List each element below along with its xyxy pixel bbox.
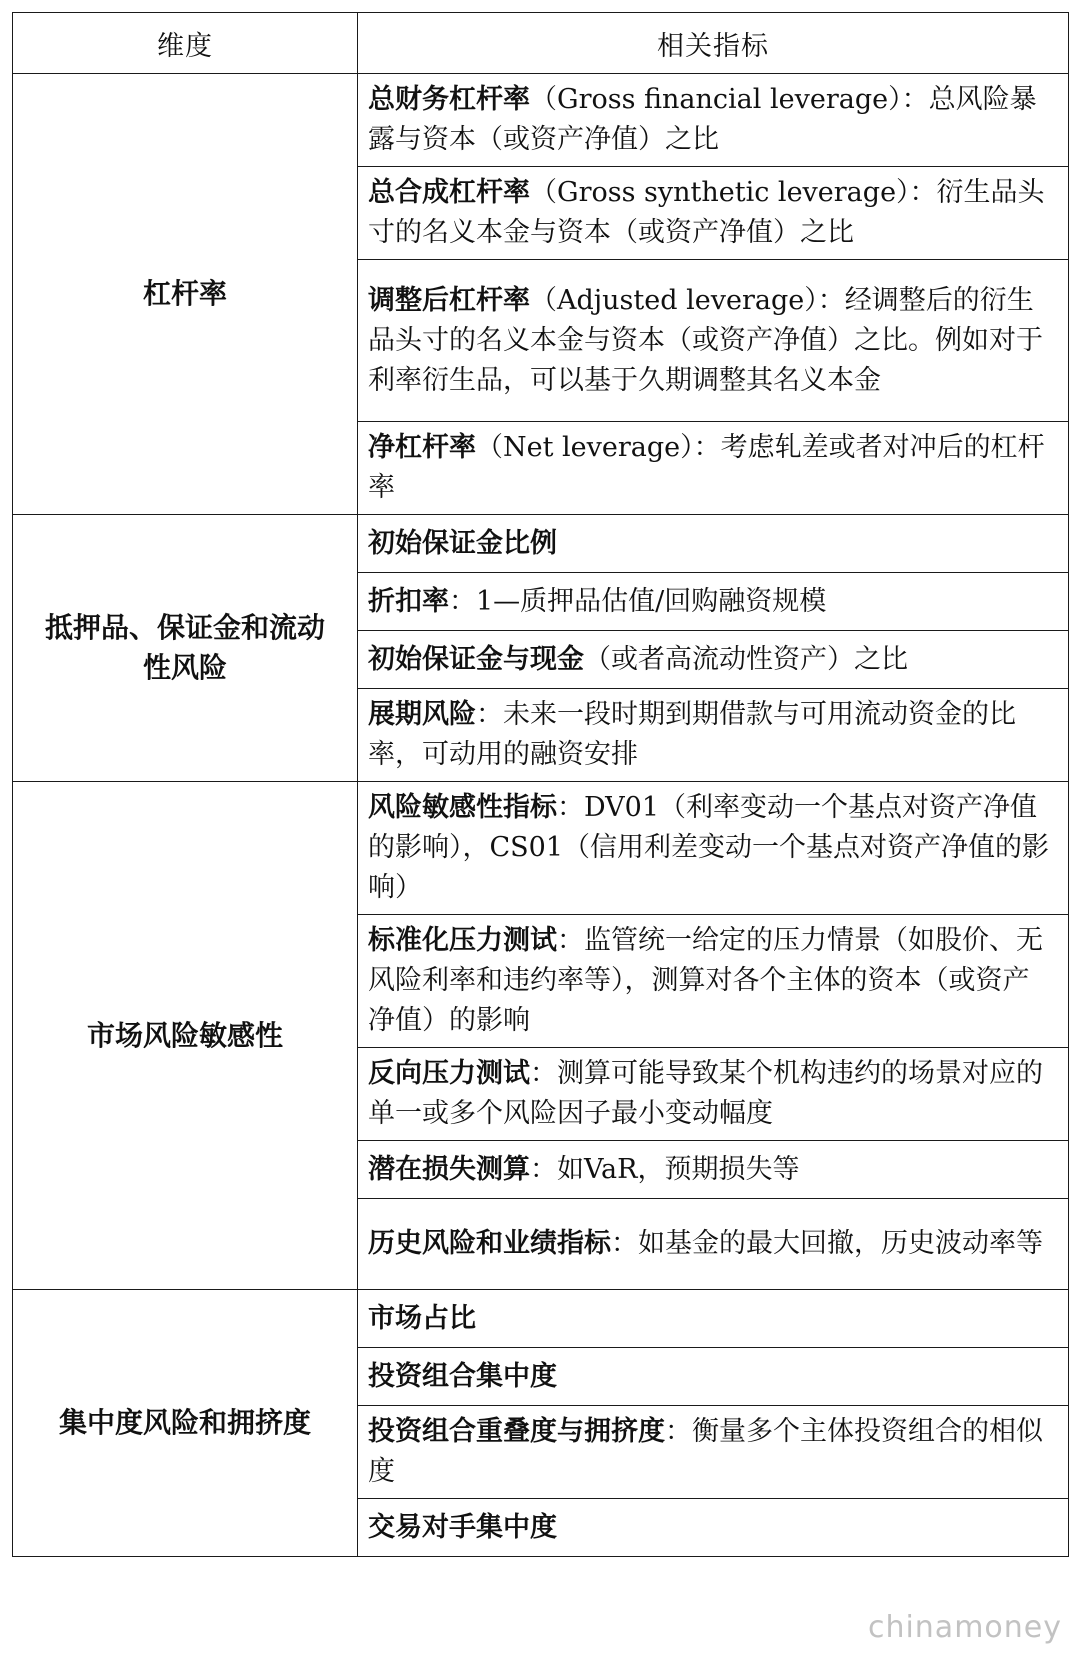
indicator-description: （Gross financial leverage）：总风险暴露与资本（或资产净值）之比 <box>368 84 1037 155</box>
indicator-description: ：如VaR，预期损失等 <box>530 1153 800 1185</box>
indicator-term: 市场占比 <box>368 1302 476 1334</box>
header-dimension: 维度 <box>13 13 358 74</box>
indicator-term: 展期风险 <box>368 699 476 730</box>
indicator-term: 标准化压力测试 <box>368 925 557 956</box>
indicator-term: 净杠杆率 <box>368 432 476 463</box>
indicator-cell <box>358 1499 1069 1557</box>
dimension-cell: 抵押品、保证金和流动性风险 <box>13 515 358 782</box>
indicator-description: （Net leverage）：考虑轧差或者对冲后的杠杆率 <box>368 432 1045 503</box>
indicator-term: 反向压力测试 <box>368 1058 530 1089</box>
table-header-row <box>13 13 1069 74</box>
table-row <box>13 782 1069 915</box>
indicator-term: 初始保证金与现金 <box>368 643 584 675</box>
indicator-cell <box>358 1348 1069 1406</box>
indicator-term: 总财务杠杆率 <box>368 84 530 115</box>
indicator-table <box>12 12 1069 1557</box>
indicator-cell <box>358 1048 1069 1141</box>
indicator-cell <box>358 689 1069 782</box>
indicator-description: （或者高流动性资产）之比 <box>584 643 908 675</box>
indicator-description: ：测算可能导致某个机构违约的场景对应的单一或多个风险因子最小变动幅度 <box>368 1058 1043 1129</box>
indicator-cell <box>358 167 1069 260</box>
dimension-cell: 杠杆率 <box>13 74 358 515</box>
dimension-cell: 集中度风险和拥挤度 <box>13 1290 358 1557</box>
header-indicators: 相关指标 <box>358 13 1069 74</box>
indicator-term: 初始保证金比例 <box>368 527 557 559</box>
indicator-cell <box>358 915 1069 1048</box>
indicator-cell <box>358 74 1069 167</box>
watermark: chinamoney <box>867 1610 1062 1645</box>
indicator-description: ：监管统一给定的压力情景（如股价、无风险利率和违约率等），测算对各个主体的资本（或资产净值）的影响 <box>368 925 1043 1036</box>
indicator-cell <box>358 1290 1069 1348</box>
indicator-term: 投资组合重叠度与拥挤度 <box>368 1416 665 1447</box>
indicator-term: 投资组合集中度 <box>368 1360 557 1392</box>
indicator-cell <box>358 1141 1069 1199</box>
indicator-description: （Gross synthetic leverage）：衍生品头寸的名义本金与资本（或资产净值）之比 <box>368 177 1045 248</box>
indicator-description: ：如基金的最大回撤，历史波动率等 <box>611 1228 1043 1259</box>
indicator-description: ：DV01（利率变动一个基点对资产净值的影响），CS01（信用利差变动一个基点对资产净值的影响） <box>368 792 1050 903</box>
indicator-term: 交易对手集中度 <box>368 1511 557 1543</box>
table-row <box>13 1290 1069 1348</box>
indicator-description: ：未来一段时期到期借款与可用流动资金的比率，可动用的融资安排 <box>368 699 1016 770</box>
indicator-term: 折扣率 <box>368 585 449 617</box>
indicator-cell <box>358 782 1069 915</box>
indicator-description: ：1—质押品估值/回购融资规模 <box>449 585 827 617</box>
indicator-term: 潜在损失测算 <box>368 1153 530 1185</box>
indicator-term: 总合成杠杆率 <box>368 177 530 208</box>
dimension-cell: 市场风险敏感性 <box>13 782 358 1290</box>
indicator-cell <box>358 515 1069 573</box>
indicator-description: （Adjusted leverage）：经调整后的衍生品头寸的名义本金与资本（或资产净值）之比。例如对于利率衍生品，可以基于久期调整其名义本金 <box>368 284 1043 396</box>
indicator-term: 历史风险和业绩指标 <box>368 1228 611 1259</box>
table-row <box>13 74 1069 167</box>
indicator-description: ：衡量多个主体投资组合的相似度 <box>368 1416 1043 1487</box>
indicator-cell <box>358 260 1069 422</box>
indicator-cell <box>358 1406 1069 1499</box>
indicator-term: 调整后杠杆率 <box>368 284 530 316</box>
indicator-term: 风险敏感性指标 <box>368 792 557 823</box>
indicator-cell <box>358 631 1069 689</box>
indicator-cell <box>358 422 1069 515</box>
indicator-cell <box>358 573 1069 631</box>
table-body <box>13 74 1069 1557</box>
indicator-cell <box>358 1199 1069 1290</box>
table-row <box>13 515 1069 573</box>
